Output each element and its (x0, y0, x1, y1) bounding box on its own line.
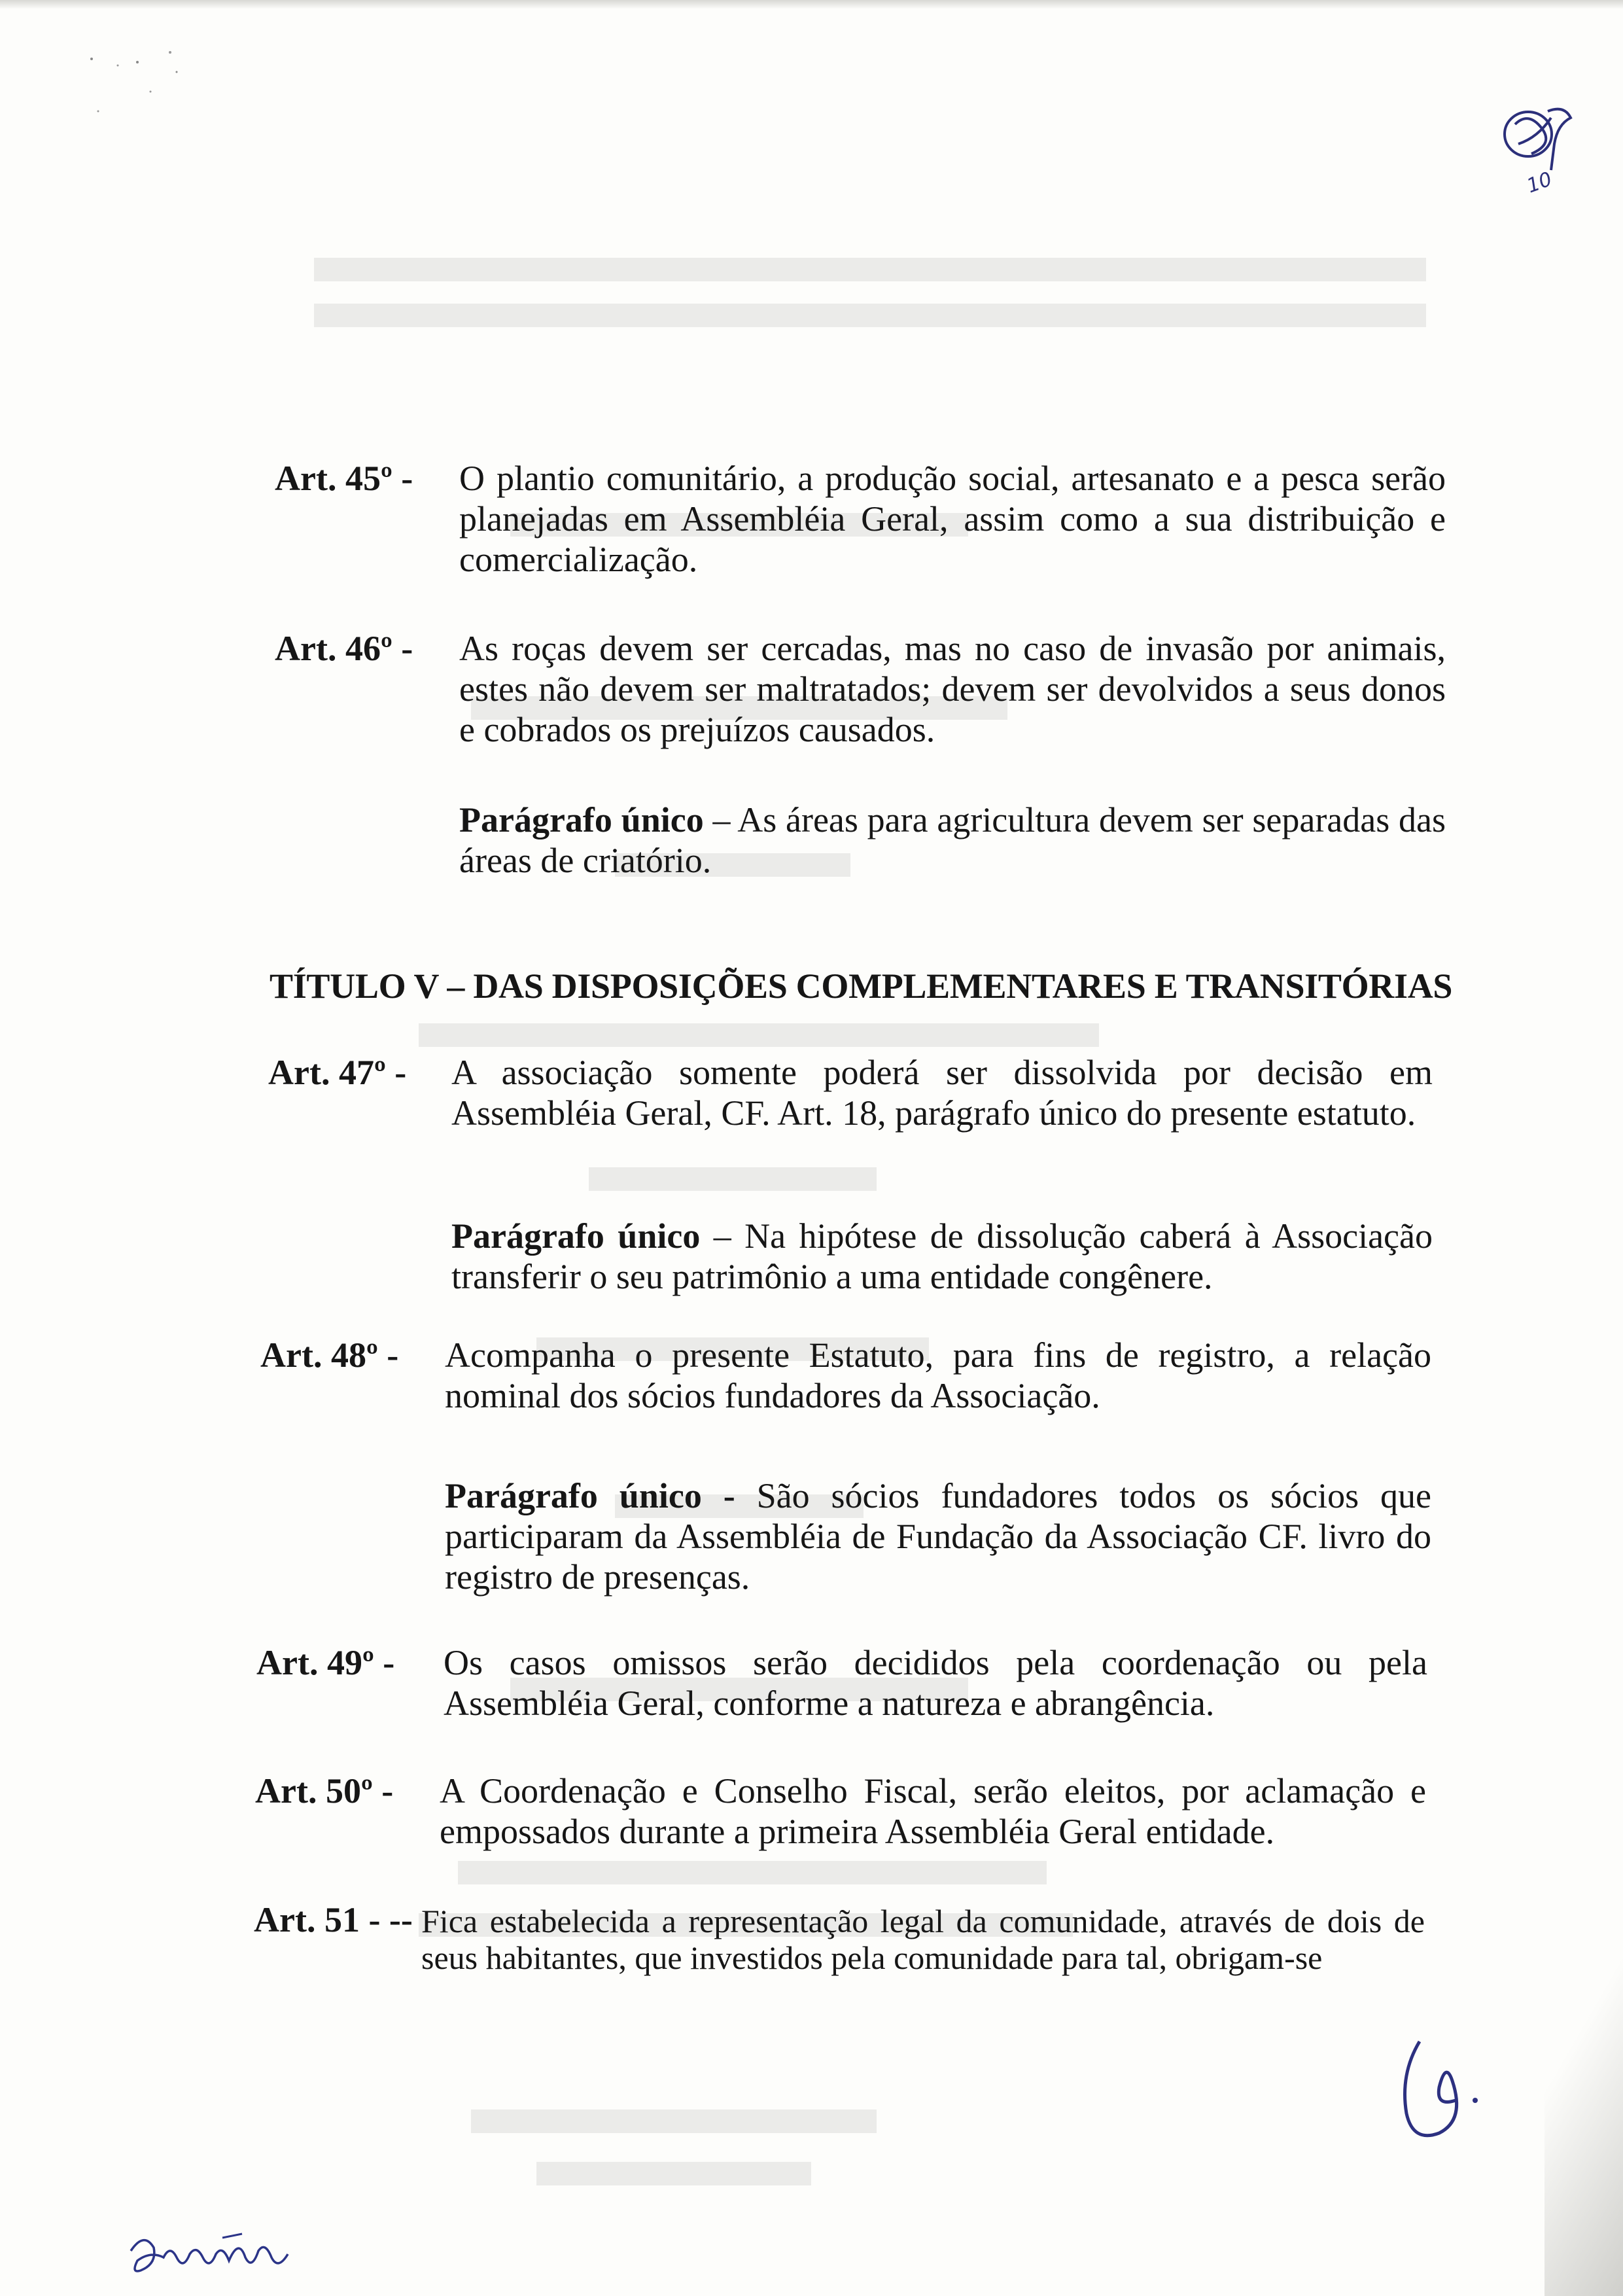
paragraph-text: – As áreas para agricultura devem ser separadas das áreas de criatório. (459, 800, 1446, 880)
article-49 (256, 1642, 1427, 1734)
handwritten-signature (124, 2225, 307, 2284)
paragraph-label: Parágrafo único - (445, 1476, 735, 1515)
article-47-paragraph (451, 1216, 1433, 1297)
article-label: Art. 51 - -- (254, 1900, 413, 1939)
article-label: Art. 50º - (255, 1771, 394, 1810)
article-text: Os casos omissos serão decididos pela coordenação ou pela Assembléia Geral, conforme a natureza e abrangência. (444, 1643, 1427, 1723)
article-47 (268, 1052, 1433, 1183)
article-label: Art. 48º - (260, 1335, 399, 1375)
article-text: Fica estabelecida a representação legal da comunidade, através de dois de seus habitantes, que investidos pela comunidade para tal, obrigam-se (421, 1903, 1425, 1976)
article-label: Art. 45º - (275, 459, 413, 498)
article-51 (254, 1901, 1425, 1987)
article-text: As roças devem ser cercadas, mas no caso de invasão por animais, estes não devem ser maltratados; devem ser devolvidos a seus donos e cobrados os prejuízos causados. (459, 629, 1446, 749)
paragraph-label: Parágrafo único (451, 1216, 701, 1256)
article-text: Acompanha o presente Estatuto, para fins de registro, a relação nominal dos sócios fundadores da Associação. (445, 1335, 1431, 1415)
article-label: Art. 46º - (275, 629, 413, 668)
article-text: O plantio comunitário, a produção social, artesanato e a pesca serão planejadas em Assembléia Geral, assim como a sua distribuição e comercialização. (459, 459, 1446, 579)
paragraph-label: Parágrafo único (459, 800, 704, 839)
scan-specks (79, 39, 236, 144)
page-fold-shadow (1544, 1865, 1623, 2296)
article-48 (260, 1335, 1431, 1426)
handwritten-initials-mark (1393, 2035, 1485, 2146)
article-50 (255, 1771, 1426, 1862)
article-45 (275, 458, 1446, 589)
article-text: A Coordenação e Conselho Fiscal, serão eleitos, por aclamação e empossados durante a primeira Assembléia Geral entidade. (440, 1771, 1426, 1851)
article-label: Art. 47º - (268, 1053, 407, 1092)
article-48-paragraph (445, 1475, 1431, 1597)
page-number-initials (1492, 98, 1584, 209)
article-label: Art. 49º - (256, 1643, 395, 1682)
page-number: 10 (1524, 168, 1556, 198)
paragraph-text: – Na hipótese de dissolução caberá à Associação transferir o seu patrimônio a uma entidade congênere. (451, 1216, 1433, 1296)
page-edge-shadow (0, 0, 1623, 9)
article-46 (275, 628, 1446, 759)
article-text: A associação somente poderá ser dissolvida por decisão em Assembléia Geral, CF. Art. 18, parágrafo único do presente estatuto. (451, 1053, 1433, 1133)
section-title: TÍTULO V – DAS DISPOSIÇÕES COMPLEMENTARES E TRANSITÓRIAS (270, 966, 1453, 1006)
article-46-paragraph (459, 800, 1446, 881)
paragraph-text: São sócios fundadores todos os sócios que participaram da Assembléia de Fundação da Associação CF. livro do registro de presenças. (445, 1476, 1431, 1597)
